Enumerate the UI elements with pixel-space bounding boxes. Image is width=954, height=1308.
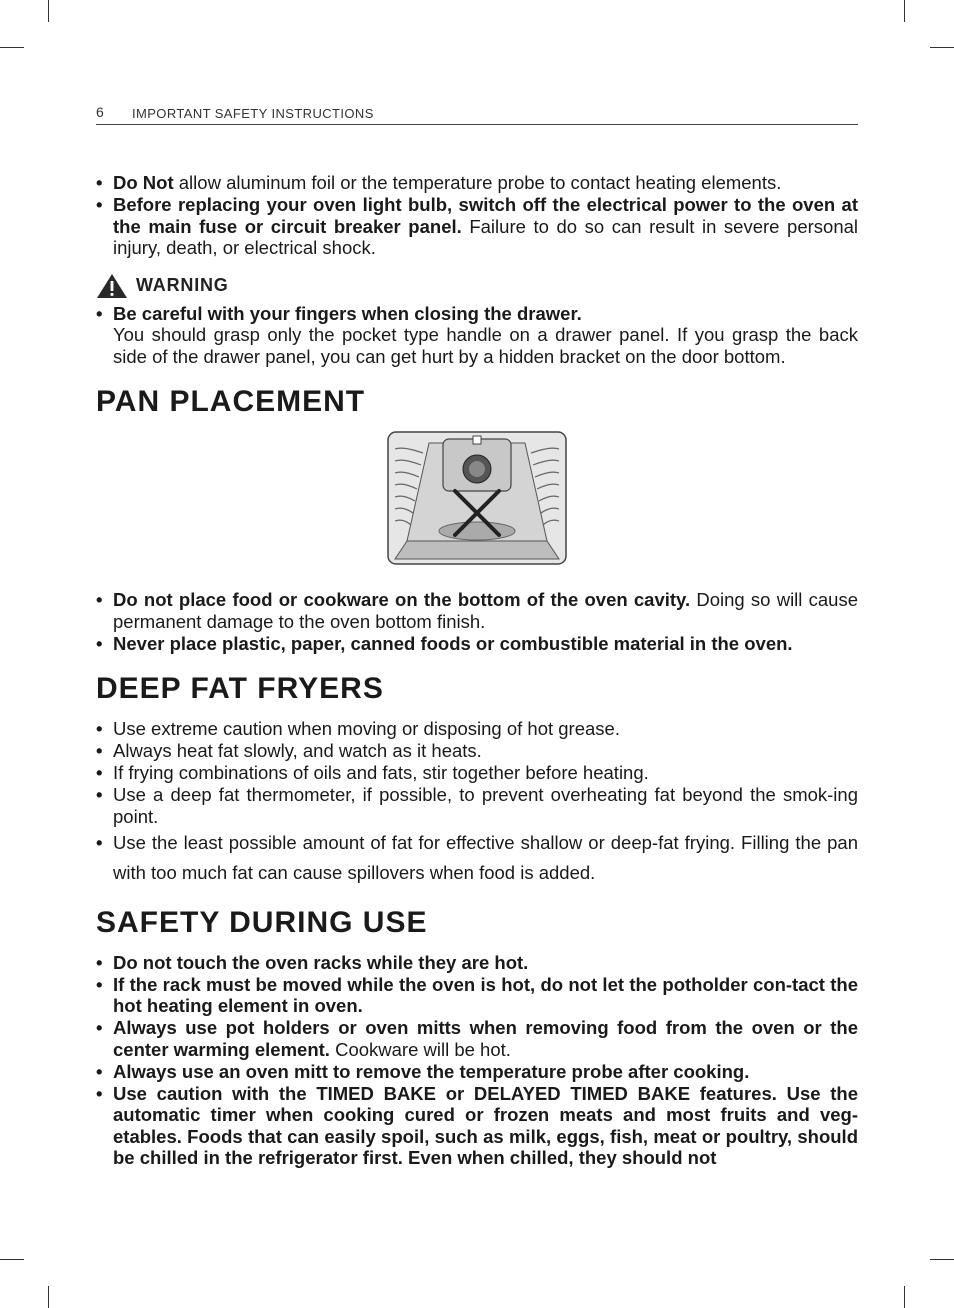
bullet-text: Failure to do so can result in severe personal injury, death, or electrical shock. <box>113 215 859 258</box>
page-header <box>96 104 858 125</box>
list-item <box>96 740 858 762</box>
bullet-bold: Be careful with your fingers when closing the drawer. <box>113 302 582 324</box>
bullet-text: Always heat fat slowly, and watch as it heats. <box>113 740 482 761</box>
bullet-text: Doing so will cause permanent damage to the oven bottom finish. <box>113 589 859 632</box>
warning-triangle-icon <box>96 273 128 299</box>
list-item <box>96 974 858 1017</box>
section-title-pan-placement: PAN PLACEMENT <box>96 385 366 418</box>
list-item <box>96 762 858 784</box>
crop-mark <box>48 0 49 22</box>
bullet-text: Use a deep fat thermometer, if possible, to prevent overheating fat beyond the smok-ing point. <box>113 784 858 827</box>
pan-placement-bullet-list <box>96 589 858 654</box>
list-item <box>96 633 858 655</box>
list-item <box>96 303 858 368</box>
bullet-text: Cookware will be hot. <box>329 1038 511 1060</box>
oven-cavity-illustration <box>387 431 567 565</box>
oven-figure <box>96 431 858 565</box>
safety-during-use-bullet-list <box>96 952 858 1169</box>
bullet-bold: Never place plastic, paper, canned foods or combustible material in the oven. <box>113 632 793 654</box>
warning-label: WARNING <box>136 275 229 295</box>
page-number: 6 <box>96 104 104 120</box>
bullet-bold: Do not place food or cookware on the bottom of the oven cavity. <box>113 589 691 610</box>
bullet-bold: Always use an oven mitt to remove the temperature probe after cooking. <box>113 1060 750 1082</box>
bullet-bold: Do Not <box>113 172 174 193</box>
deep-fat-fryers-bullet-list <box>96 718 858 888</box>
crop-mark <box>904 0 905 22</box>
warning-heading <box>96 273 858 299</box>
list-item <box>96 1061 858 1083</box>
list-item <box>96 718 858 740</box>
list-item <box>96 784 858 827</box>
bullet-text: If frying combinations of oils and fats, stir together before heating. <box>113 762 649 783</box>
bullet-bold: Do not touch the oven racks while they are hot. <box>113 951 529 973</box>
list-item <box>96 1083 858 1169</box>
bullet-text: Use the least possible amount of fat for effective shallow or deep-fat frying. Filling the pan with too much fat can cause spillovers when food is added. <box>113 831 858 883</box>
list-item <box>96 589 858 632</box>
crop-mark <box>0 1259 24 1260</box>
crop-mark <box>904 1286 905 1308</box>
bullet-bold: Always use pot holders or oven mitts when removing food from the oven or the center warming element. <box>113 1017 858 1060</box>
crop-mark <box>930 1259 954 1260</box>
list-item <box>96 1017 858 1060</box>
list-item <box>96 952 858 974</box>
bullet-text: You should grasp only the pocket type handle on a drawer panel. If you grasp the back side of the drawer panel, you can get hurt by a hidden bracket on the door bottom. <box>113 324 858 367</box>
bullet-text: Use extreme caution when moving or disposing of hot grease. <box>113 718 620 739</box>
section-title-safety-during-use: SAFETY DURING USE <box>96 905 428 939</box>
bullet-bold: Use caution with the TIMED BAKE or DELAYED TIMED BAKE features. Use the automatic timer when cooking cured or frozen meats and most fruits and veg-etables. Foods that can easily spoil, such as milk, eggs, fish, meat or poultry, should be chilled in the refrigerator first. Even when chilled, they should not <box>113 1082 858 1168</box>
section-title-deep-fat-fryers: DEEP FAT FRYERS <box>96 672 384 705</box>
bullet-bold: If the rack must be moved while the oven is hot, do not let the potholder con-tact the hot heating element in oven. <box>113 973 858 1016</box>
running-head: IMPORTANT SAFETY INSTRUCTIONS <box>132 106 374 121</box>
crop-mark <box>48 1286 49 1308</box>
intro-bullet-list <box>96 172 858 259</box>
bullet-text: allow aluminum foil or the temperature probe to contact heating elements. <box>173 172 782 193</box>
list-item <box>96 194 858 259</box>
crop-mark <box>930 47 954 48</box>
list-item <box>96 828 858 888</box>
warning-bullet-list <box>96 303 858 368</box>
list-item <box>96 172 858 194</box>
crop-mark <box>0 47 24 48</box>
bullet-bold: Before replacing your oven light bulb, switch off the electrical power to the oven at the main fuse or circuit breaker panel. <box>113 194 858 237</box>
page-content <box>96 172 858 1169</box>
